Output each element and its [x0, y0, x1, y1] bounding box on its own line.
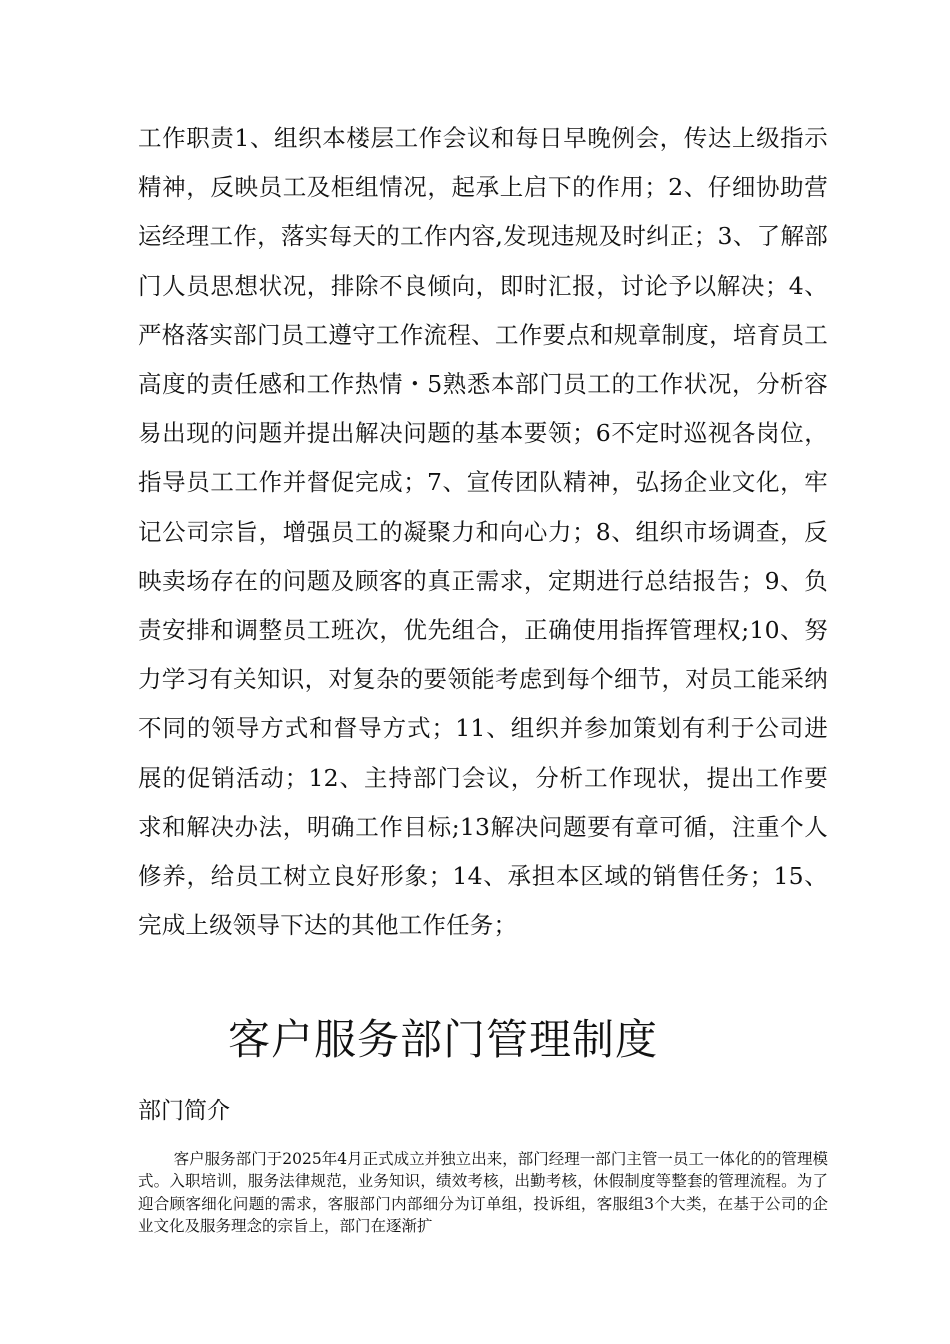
job-duties-paragraph: 工作职责1、组织本楼层工作会议和每日早晚例会，传达上级指示精神，反映员工及柜组情况，起承上启下的作用；2、仔细协助营运经理工作，落实每天的工作内容,发现违规及时纠正；3、了解部门人员思想状况，排除不良倾向，即时汇报，讨论予以解决；4、严格落实部门员工遵守工作流程、工作要点和规章制度，培育员工高度的责任感和工作热情・5熟悉本部门员工的工作状况，分析容易出现的问题并提出解决问题的基本要领；6不定时巡视各岗位，指导员工工作并督促完成；7、宣传团队精神，弘扬企业文化，牢记公司宗旨，增强员工的凝聚力和向心力；8、组织市场调查，反映卖场存在的问题及顾客的真正需求，定期进行总结报告；9、负责安排和调整员工班次，优先组合，正确使用指挥管理权;10、努力学习有关知识，对复杂的要领能考虑到每个细节，对员工能采纳不同的领导方式和督导方式；11、组织并参加策划有利于公司进展的促销活动；12、主持部门会议，分析工作现状，提出工作要求和解决办法，明确工作目标;13解决问题要有章可循，注重个人修养，给员工树立良好形象；14、承担本区域的销售任务；15、完成上级领导下达的其他工作任务；: [138, 124, 828, 940]
section-heading-department-intro: 部门简介: [138, 1098, 230, 1124]
document-title: 客户服务部门管理制度: [227, 1015, 658, 1064]
department-intro-paragraph: 客户服务部门于2025年4月正式成立并独立出来，部门经理一部门主管一员工一体化的的管理模式。入职培训，服务法律规范，业务知识，绩效考核，出勤考核，休假制度等整套的管理流程。为了迎合顾客细化问题的需求，客服部门内部细分为订单组，投诉组，客服组3个大类，在基于公司的企业文化及服务理念的宗旨上，部门在逐渐扩: [138, 1150, 828, 1236]
